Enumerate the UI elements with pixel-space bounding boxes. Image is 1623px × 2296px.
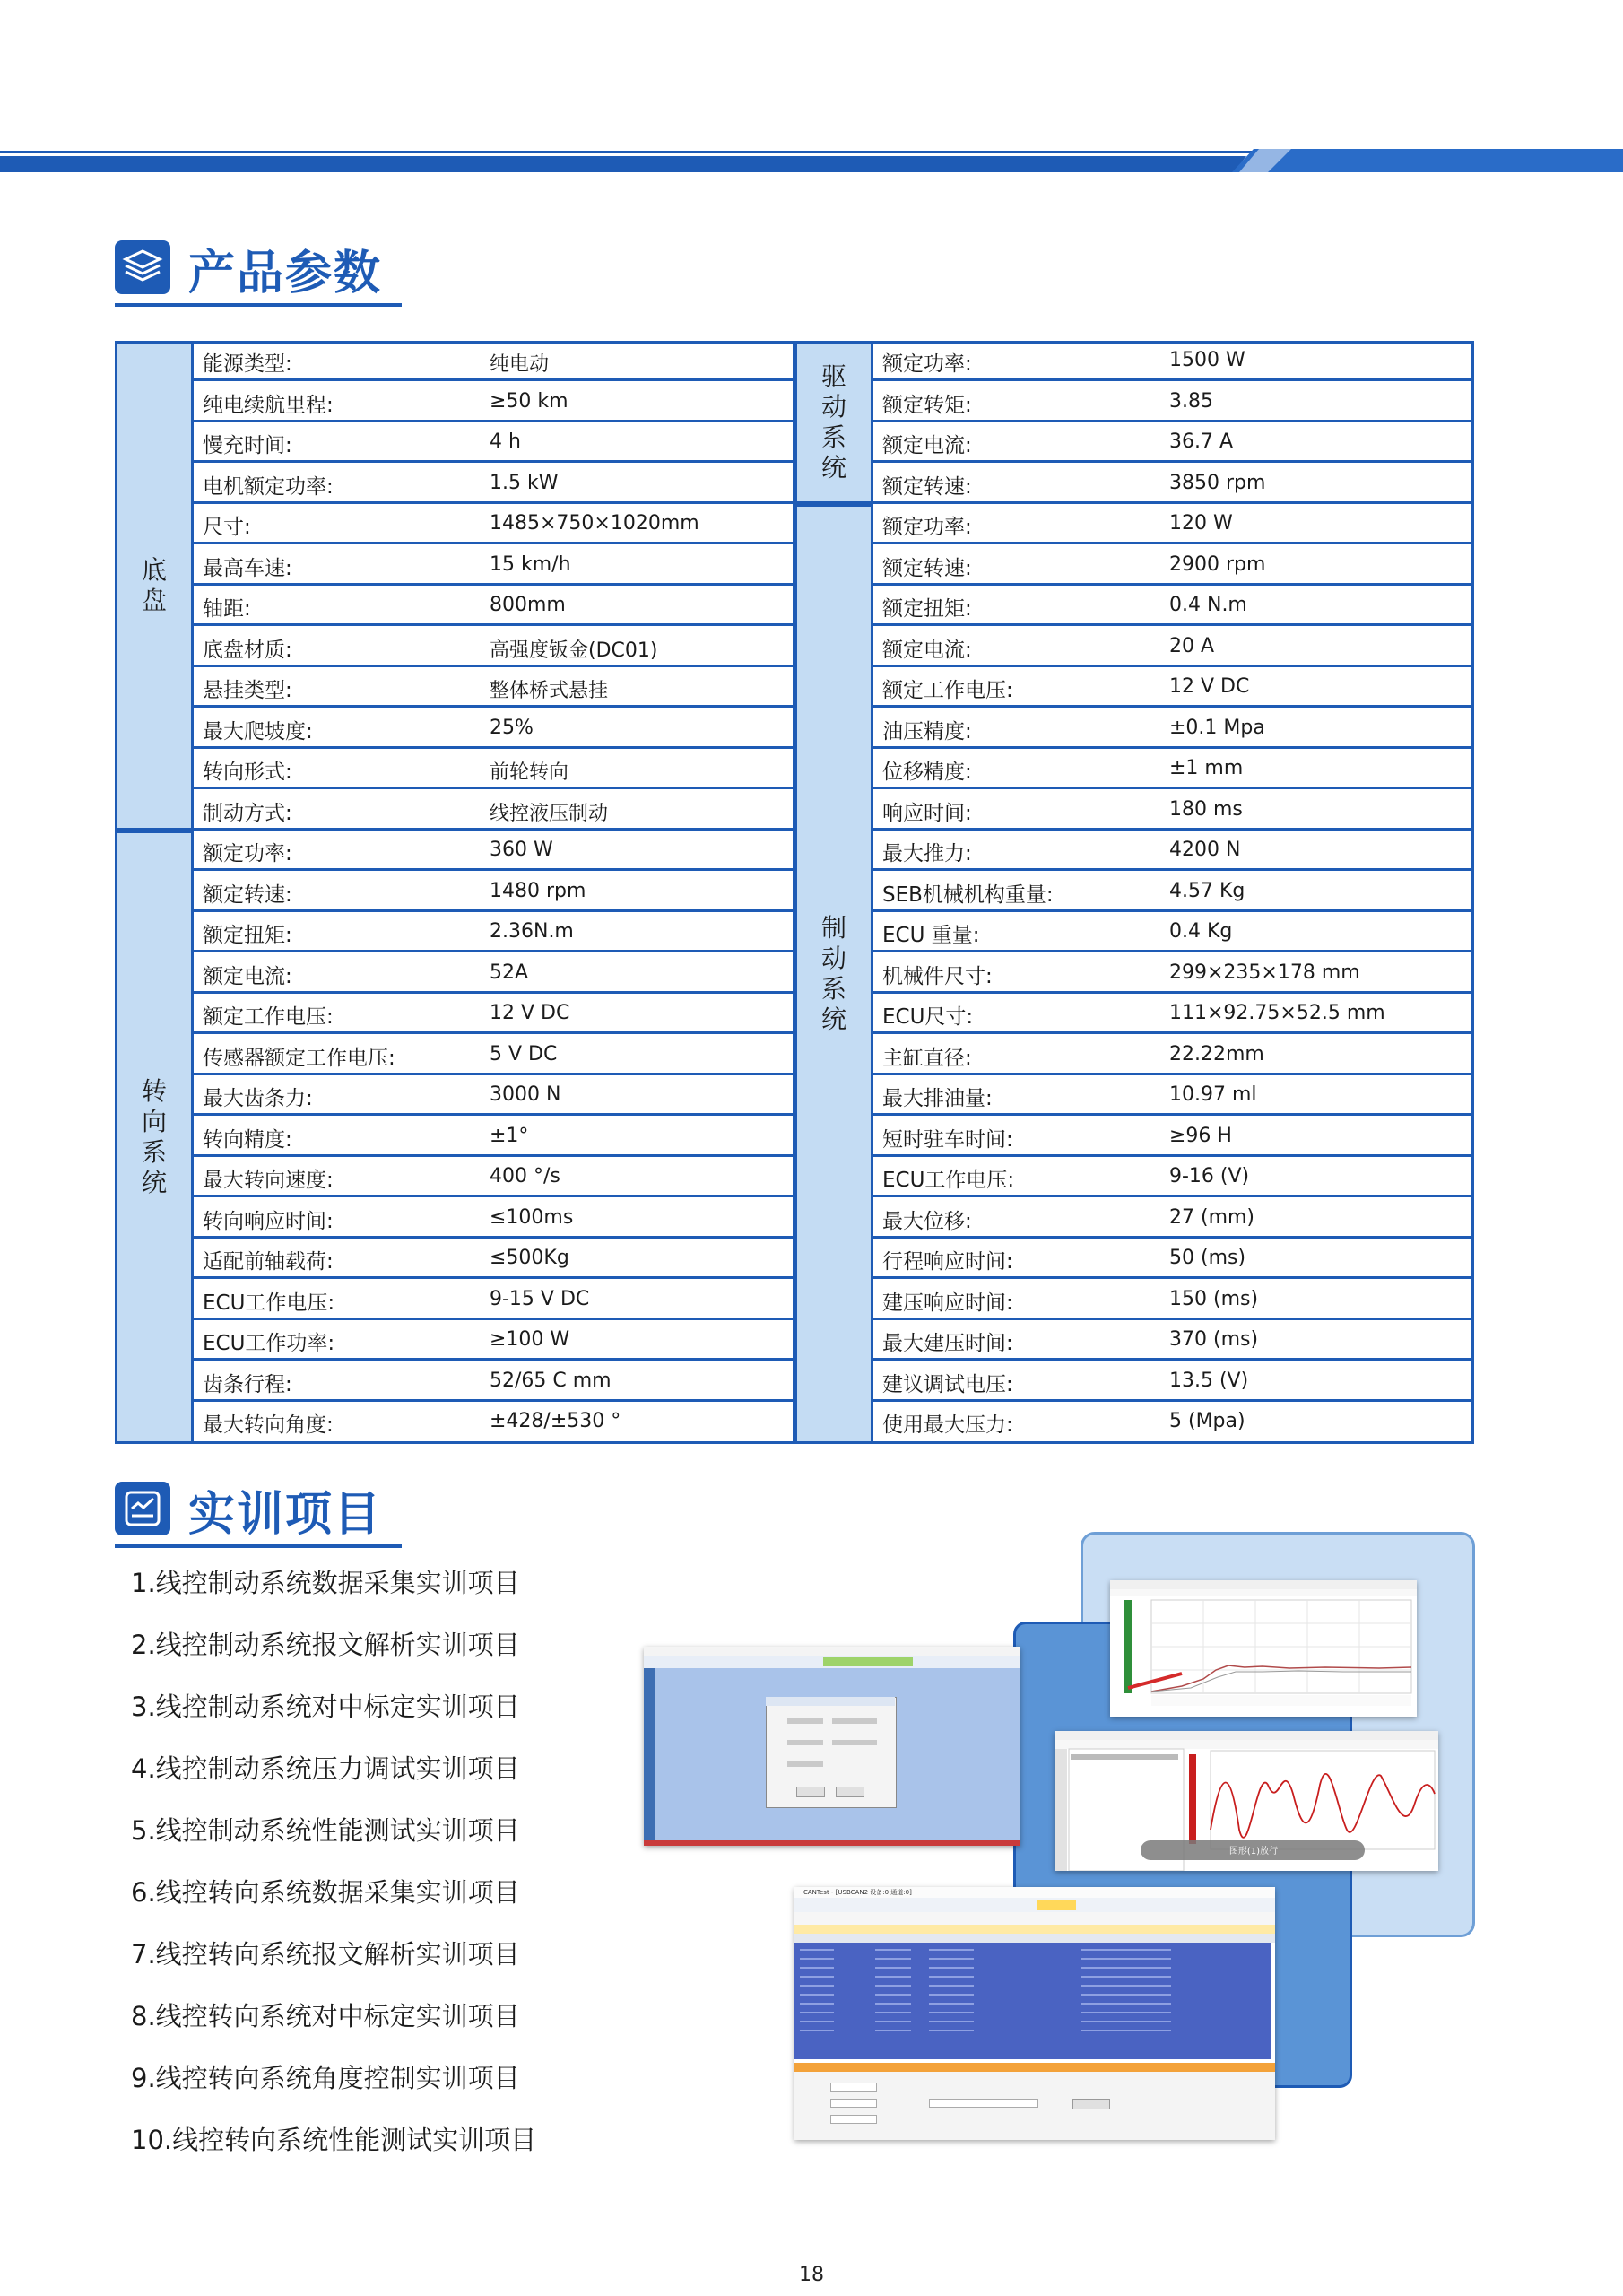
param-label: 最大转向速度: xyxy=(203,1169,334,1192)
group-name-char: 系 xyxy=(820,422,846,452)
section-heading-params xyxy=(115,240,402,312)
param-value: 400 °/s xyxy=(490,1165,560,1187)
param-value: 2900 rpm xyxy=(1169,552,1266,576)
table-row xyxy=(873,1320,1474,1361)
param-label: 制动方式: xyxy=(203,801,292,825)
param-value: 120 W xyxy=(1169,512,1233,535)
param-value: 9-15 V DC xyxy=(490,1287,590,1310)
param-label: 转向精度: xyxy=(203,1127,292,1152)
param-value: 111×92.75×52.5 mm xyxy=(1169,1002,1385,1024)
table-row xyxy=(194,1320,794,1361)
param-value: 20 A xyxy=(1169,634,1215,657)
table-row xyxy=(873,994,1474,1034)
list-item: 4.线控制动系统压力调试实训项目 xyxy=(131,1753,520,1784)
table-row xyxy=(194,1239,794,1279)
param-label: 额定扭矩: xyxy=(882,597,972,621)
param-label: 纯电续航里程: xyxy=(203,393,334,417)
table-row xyxy=(873,872,1474,912)
software-screenshot-waveform xyxy=(1055,1731,1438,1871)
param-label: 响应时间: xyxy=(882,801,972,825)
table-row xyxy=(873,464,1474,504)
param-value: 5 (Mpa) xyxy=(1169,1410,1245,1432)
param-label: 额定电流: xyxy=(882,434,972,457)
table-row xyxy=(873,1035,1474,1075)
param-label: 额定扭矩: xyxy=(203,924,292,947)
param-value: 1.5 kW xyxy=(490,471,559,494)
table-row xyxy=(194,1361,794,1402)
param-label: ECU工作功率: xyxy=(203,1332,335,1355)
param-value: 800mm xyxy=(490,594,566,616)
param-label: 底盘材质: xyxy=(203,638,292,662)
param-value: ≤100ms xyxy=(490,1205,574,1229)
software-screenshot-chart xyxy=(1110,1580,1417,1717)
group-name-char: 系 xyxy=(820,974,846,1004)
table-row xyxy=(873,627,1474,667)
param-value: 4.57 Kg xyxy=(1169,879,1245,902)
param-label: 传感器额定工作电压: xyxy=(203,1046,395,1070)
param-value: ±1 mm xyxy=(1169,757,1244,779)
table-row xyxy=(873,709,1474,749)
list-item: 10.线控转向系统性能测试实训项目 xyxy=(131,2125,537,2155)
list-item: 6.线控转向系统数据采集实训项目 xyxy=(131,1877,520,1908)
group-label-right-0 xyxy=(794,341,873,504)
param-label: 转向响应时间: xyxy=(203,1209,334,1233)
group-name-char: 统 xyxy=(141,1168,167,1197)
param-label: ECU工作电压: xyxy=(203,1291,335,1315)
param-label: 额定转速: xyxy=(203,883,292,907)
chart-window-icon xyxy=(115,1482,170,1535)
group-name xyxy=(797,913,871,1035)
table-row xyxy=(194,1280,794,1320)
param-value: 1480 rpm xyxy=(490,879,586,902)
table-row xyxy=(194,953,794,994)
training-list xyxy=(131,1565,536,2184)
group-name-char: 统 xyxy=(820,453,846,483)
param-value: 4 h xyxy=(490,430,521,453)
table-row xyxy=(873,1402,1474,1442)
param-value: 360 W xyxy=(490,839,553,861)
param-value: 12 V DC xyxy=(490,1002,570,1024)
param-label: 最大转向角度: xyxy=(203,1413,334,1437)
table-row xyxy=(194,1198,794,1239)
param-value: 13.5 (V) xyxy=(1169,1369,1249,1392)
param-label: 最大爬坡度: xyxy=(203,719,313,744)
group-name-char: 统 xyxy=(820,1004,846,1034)
table-row xyxy=(873,422,1474,463)
param-value: 3850 rpm xyxy=(1169,471,1266,494)
param-label: 短时驻车时间: xyxy=(882,1127,1013,1152)
software-screenshot-cantest xyxy=(794,1887,1275,2140)
table-row xyxy=(194,627,794,667)
chart-badge: 图形(1)放行 xyxy=(1228,1847,1279,1857)
group-label-right-1 xyxy=(794,504,873,1444)
group-name-char: 底 xyxy=(141,555,167,585)
list-item: 7.线控转向系统报文解析实训项目 xyxy=(131,1939,520,1970)
list-item: 1.线控制动系统数据采集实训项目 xyxy=(131,1568,520,1598)
param-value: ≤500Kg xyxy=(490,1247,569,1269)
param-label: 最大齿条力: xyxy=(203,1087,313,1110)
param-value: 整体桥式悬挂 xyxy=(490,680,609,702)
table-row xyxy=(873,1280,1474,1320)
software-screenshot-dialog xyxy=(644,1647,1020,1846)
param-value: 52A xyxy=(490,961,529,984)
list-item: 8.线控转向系统对中标定实训项目 xyxy=(131,2001,520,2031)
table-row xyxy=(194,912,794,952)
column-divider xyxy=(793,341,795,1444)
param-label: 位移精度: xyxy=(882,761,972,784)
param-value: 高强度钣金(DC01) xyxy=(490,639,658,662)
table-row xyxy=(194,1402,794,1442)
param-value: 50 (ms) xyxy=(1169,1247,1246,1269)
table-row xyxy=(873,504,1474,544)
stack-icon xyxy=(115,240,170,294)
param-label: 额定电流: xyxy=(203,964,292,988)
table-row xyxy=(873,667,1474,708)
table-row xyxy=(873,1239,1474,1279)
group-name-char: 驱 xyxy=(820,361,846,391)
list-item: 3.线控制动系统对中标定实训项目 xyxy=(131,1692,520,1722)
param-label: 最大位移: xyxy=(882,1209,972,1233)
table-row xyxy=(194,422,794,463)
param-value: 52/65 C mm xyxy=(490,1369,612,1392)
param-label: 建压响应时间: xyxy=(882,1291,1013,1315)
table-row xyxy=(194,545,794,586)
param-value: 22.22mm xyxy=(1169,1042,1264,1065)
param-label: 电机额定功率: xyxy=(203,474,334,499)
param-value: 0.4 Kg xyxy=(1169,920,1233,943)
param-value: 1500 W xyxy=(1169,349,1245,371)
param-value: 5 V DC xyxy=(490,1042,558,1065)
param-label: 油压精度: xyxy=(882,719,972,744)
table-row xyxy=(194,872,794,912)
group-name-char: 向 xyxy=(141,1107,167,1136)
param-value: ±0.1 Mpa xyxy=(1169,716,1265,739)
table-row xyxy=(873,1157,1474,1197)
param-label: 最大建压时间: xyxy=(882,1332,1013,1355)
table-row xyxy=(194,1035,794,1075)
param-value: 15 km/h xyxy=(490,552,571,576)
param-value: 299×235×178 mm xyxy=(1169,961,1360,984)
table-row xyxy=(873,790,1474,831)
table-row xyxy=(194,749,794,789)
param-value: ≥100 W xyxy=(490,1328,570,1351)
table-row xyxy=(873,749,1474,789)
param-value: 3.85 xyxy=(1169,389,1213,413)
group-name-char: 系 xyxy=(141,1137,167,1167)
param-label: 额定功率: xyxy=(882,352,972,376)
param-label: 行程响应时间: xyxy=(882,1250,1013,1274)
param-label: ECU 重量: xyxy=(882,924,980,947)
param-value: 27 (mm) xyxy=(1169,1205,1255,1229)
param-value: 4200 N xyxy=(1169,839,1241,861)
param-value: 2.36N.m xyxy=(490,920,574,943)
table-row xyxy=(873,382,1474,422)
param-value: 36.7 A xyxy=(1169,430,1234,453)
param-label: ECU工作电压: xyxy=(882,1169,1015,1192)
param-label: SEB机械机构重量: xyxy=(882,883,1054,907)
param-label: 额定电流: xyxy=(882,638,972,662)
param-label: 慢充时间: xyxy=(203,434,292,457)
table-row xyxy=(873,341,1474,381)
param-label: 额定转矩: xyxy=(882,393,972,417)
table-row xyxy=(873,1117,1474,1157)
param-label: 额定功率: xyxy=(882,516,972,539)
table-row xyxy=(194,790,794,831)
table-row xyxy=(194,709,794,749)
param-label: 额定转速: xyxy=(882,474,972,499)
section-underline xyxy=(115,1544,402,1548)
list-item: 2.线控制动系统报文解析实训项目 xyxy=(131,1630,520,1660)
section-title: 实训项目 xyxy=(188,1488,383,1542)
section-underline xyxy=(115,303,402,307)
header-band xyxy=(0,144,1623,179)
param-label: 齿条行程: xyxy=(203,1372,292,1396)
param-label: 适配前轴载荷: xyxy=(203,1250,334,1274)
param-value: 370 (ms) xyxy=(1169,1328,1259,1351)
table-row xyxy=(194,464,794,504)
table-row xyxy=(873,912,1474,952)
group-name-char: 动 xyxy=(820,944,846,973)
group-name xyxy=(797,361,871,483)
param-value: ≥50 km xyxy=(490,389,568,413)
section-title: 产品参数 xyxy=(188,247,383,300)
group-name xyxy=(117,1076,191,1198)
table-row xyxy=(194,1117,794,1157)
table-row xyxy=(194,586,794,626)
param-label: 能源类型: xyxy=(203,352,292,376)
table-row xyxy=(194,1075,794,1116)
param-value: 180 ms xyxy=(1169,797,1243,821)
table-row xyxy=(194,1157,794,1197)
param-value: 3000 N xyxy=(490,1083,561,1106)
group-name-char: 转 xyxy=(141,1076,167,1106)
table-row xyxy=(873,1198,1474,1239)
table-row xyxy=(194,382,794,422)
param-label: ECU尺寸: xyxy=(882,1005,974,1029)
group-label-left-0 xyxy=(115,341,194,831)
table-row xyxy=(873,586,1474,626)
param-label: 转向形式: xyxy=(203,761,292,784)
param-value: 1485×750×1020mm xyxy=(490,512,699,535)
param-value: 25% xyxy=(490,716,534,739)
param-label: 机械件尺寸: xyxy=(882,964,993,988)
param-label: 建议调试电压: xyxy=(882,1372,1013,1396)
param-value: ±1° xyxy=(490,1124,529,1147)
param-value: ±428/±530 ° xyxy=(490,1410,621,1432)
page-number: 18 xyxy=(799,2264,824,2286)
param-value: ≥96 H xyxy=(1169,1124,1232,1147)
table-row xyxy=(873,1361,1474,1402)
table-row xyxy=(194,341,794,381)
param-label: 额定转速: xyxy=(882,556,972,580)
param-label: 额定工作电压: xyxy=(203,1005,334,1029)
group-name-char: 动 xyxy=(820,392,846,422)
param-value: 9-16 (V) xyxy=(1169,1165,1250,1187)
list-item: 5.线控制动系统性能测试实训项目 xyxy=(131,1815,520,1846)
param-label: 尺寸: xyxy=(203,516,251,539)
param-label: 额定工作电压: xyxy=(882,679,1013,702)
param-value: 线控液压制动 xyxy=(490,802,609,825)
param-label: 最高车速: xyxy=(203,556,292,580)
list-item: 9.线控转向系统角度控制实训项目 xyxy=(131,2063,520,2093)
param-value: 前轮转向 xyxy=(490,761,569,784)
table-row xyxy=(194,831,794,871)
table-row xyxy=(873,1075,1474,1116)
table-row xyxy=(194,994,794,1034)
group-name-char: 制 xyxy=(820,913,846,943)
param-label: 最大推力: xyxy=(882,842,972,865)
param-value: 0.4 N.m xyxy=(1169,594,1247,616)
param-label: 额定功率: xyxy=(203,842,292,865)
param-label: 主缸直径: xyxy=(882,1046,972,1070)
param-label: 使用最大压力: xyxy=(882,1413,1013,1437)
window-title: CANTest - [USBCAN2 设备:0 通道:0] xyxy=(794,1887,1275,1898)
table-row xyxy=(873,831,1474,871)
table-row xyxy=(194,504,794,544)
param-value: 10.97 ml xyxy=(1169,1083,1257,1106)
param-value: 150 (ms) xyxy=(1169,1287,1259,1310)
group-name xyxy=(117,555,191,616)
param-label: 轴距: xyxy=(203,597,251,621)
section-heading-training xyxy=(115,1482,402,1553)
table-row xyxy=(873,953,1474,994)
group-label-left-1 xyxy=(115,831,194,1444)
table-row xyxy=(873,545,1474,586)
group-name-char: 盘 xyxy=(141,586,167,615)
param-value: 纯电动 xyxy=(490,353,550,376)
param-value: 12 V DC xyxy=(1169,675,1250,698)
param-label: 最大排油量: xyxy=(882,1087,993,1110)
product-params-table xyxy=(115,341,1474,1444)
param-label: 悬挂类型: xyxy=(203,679,292,702)
table-row xyxy=(194,667,794,708)
